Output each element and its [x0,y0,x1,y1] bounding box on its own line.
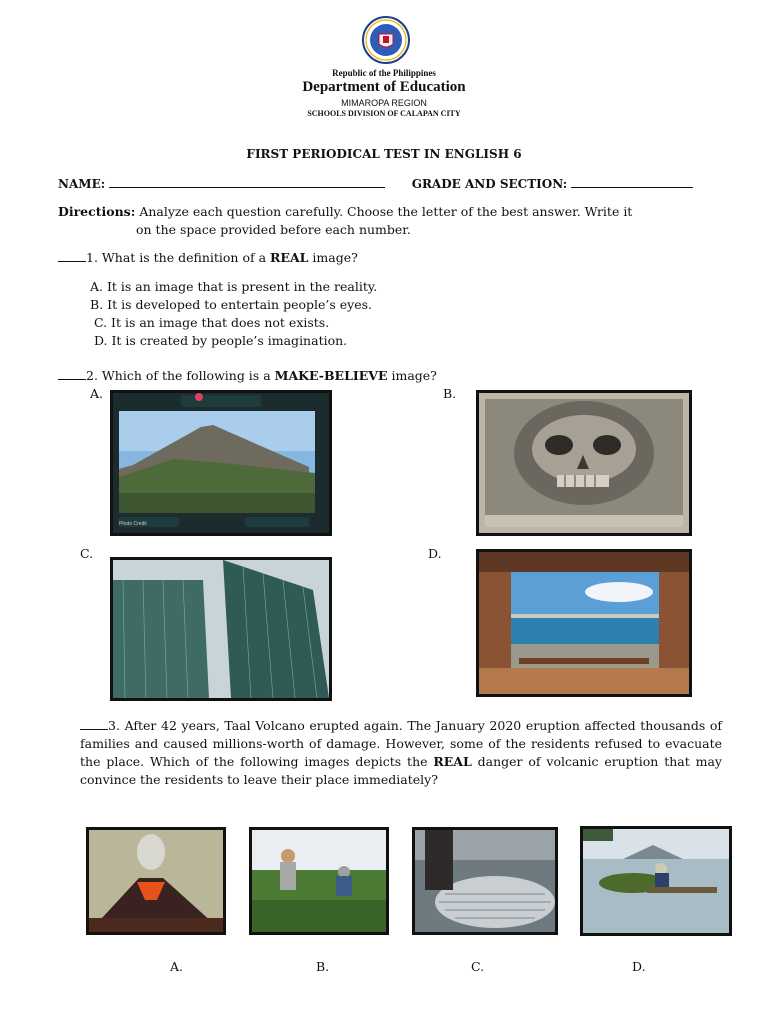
q2-bold: MAKE-BELIEVE [274,368,388,383]
q1-text-end: image? [312,250,358,265]
q2-image-a-volcano[interactable] [110,390,332,536]
q3-label-d: D. [632,959,646,974]
answer-blank-2[interactable] [58,367,86,380]
q1-bold: REAL [270,250,309,265]
grade-section-label: GRADE AND SECTION: [411,177,568,191]
q2-label-b: B. [443,386,457,401]
q2-text-end: image? [391,368,437,383]
q1-option-d: D. It is created by people’s imagination. [90,333,348,348]
q2-image-b-skull-drawing[interactable] [476,390,692,536]
directions-text-1: Analyze each question carefully. Choose the letter of the best answer. Write it [139,204,633,219]
question-2 [58,367,437,385]
q2-image-d-beach-window[interactable] [476,549,692,697]
q3-text-1: After 42 years, Taal Volcano erupted again. The January 2020 eruption affected thousands of families and caused millions-worth of damage. However, some of the residents refused to evacuate the place. Which of the following images depicts the [80,718,722,769]
name-grade-row [58,176,693,191]
question-3 [80,717,722,789]
q3-label-b: B. [316,959,330,974]
directions-label: Directions: [58,204,136,219]
region-name: MIMAROPA REGION [341,98,427,108]
question-1 [58,249,358,267]
q3-image-c-fish-catch[interactable] [412,827,558,935]
directions [58,203,726,239]
q3-bold: REAL [433,754,472,769]
deped-seal-icon [362,16,410,64]
name-field[interactable] [109,176,385,188]
q3-image-a-erupting-volcano[interactable] [86,827,226,935]
q1-option-a: A. It is an image that is present in the reality. [90,279,378,294]
q3-image-d-lake-fisherman[interactable] [580,826,732,936]
grade-section-field[interactable] [571,176,693,188]
answer-blank-1[interactable] [58,249,86,262]
q1-number: 1. [86,250,98,265]
directions-text-2: on the space provided before each number. [136,222,411,237]
q2-number: 2. [86,368,98,383]
q2-label-a: A. [90,386,104,401]
test-title: FIRST PERIODICAL TEST IN ENGLISH 6 [246,147,522,161]
q3-label-a: A. [170,959,184,974]
q3-text-2: danger of volcanic eruption that may convince the residents to leave their place immediately? [80,754,722,787]
q1-option-c: C. It is an image that does not exists. [90,315,330,330]
q3-number: 3. [108,718,120,733]
q2-image-c-skyscrapers[interactable] [110,557,332,701]
q3-label-c: C. [471,959,485,974]
q2-label-d: D. [428,546,442,561]
department-name: Department of Education [302,79,466,95]
q1-option-b: B. It is developed to entertain people’s eyes. [90,297,373,312]
q2-image-a-caption: Photo Credit [119,521,147,527]
answer-blank-3[interactable] [80,717,108,730]
q3-image-b-farmers[interactable] [249,827,389,935]
q2-text: Which of the following is a [101,368,271,383]
q2-label-c: C. [80,546,94,561]
q1-text: What is the definition of a [101,250,267,265]
division-name: SCHOOLS DIVISION OF CALAPAN CITY [307,109,461,118]
republic-line: Republic of the Philippines [332,68,436,78]
name-label: NAME: [58,177,106,191]
